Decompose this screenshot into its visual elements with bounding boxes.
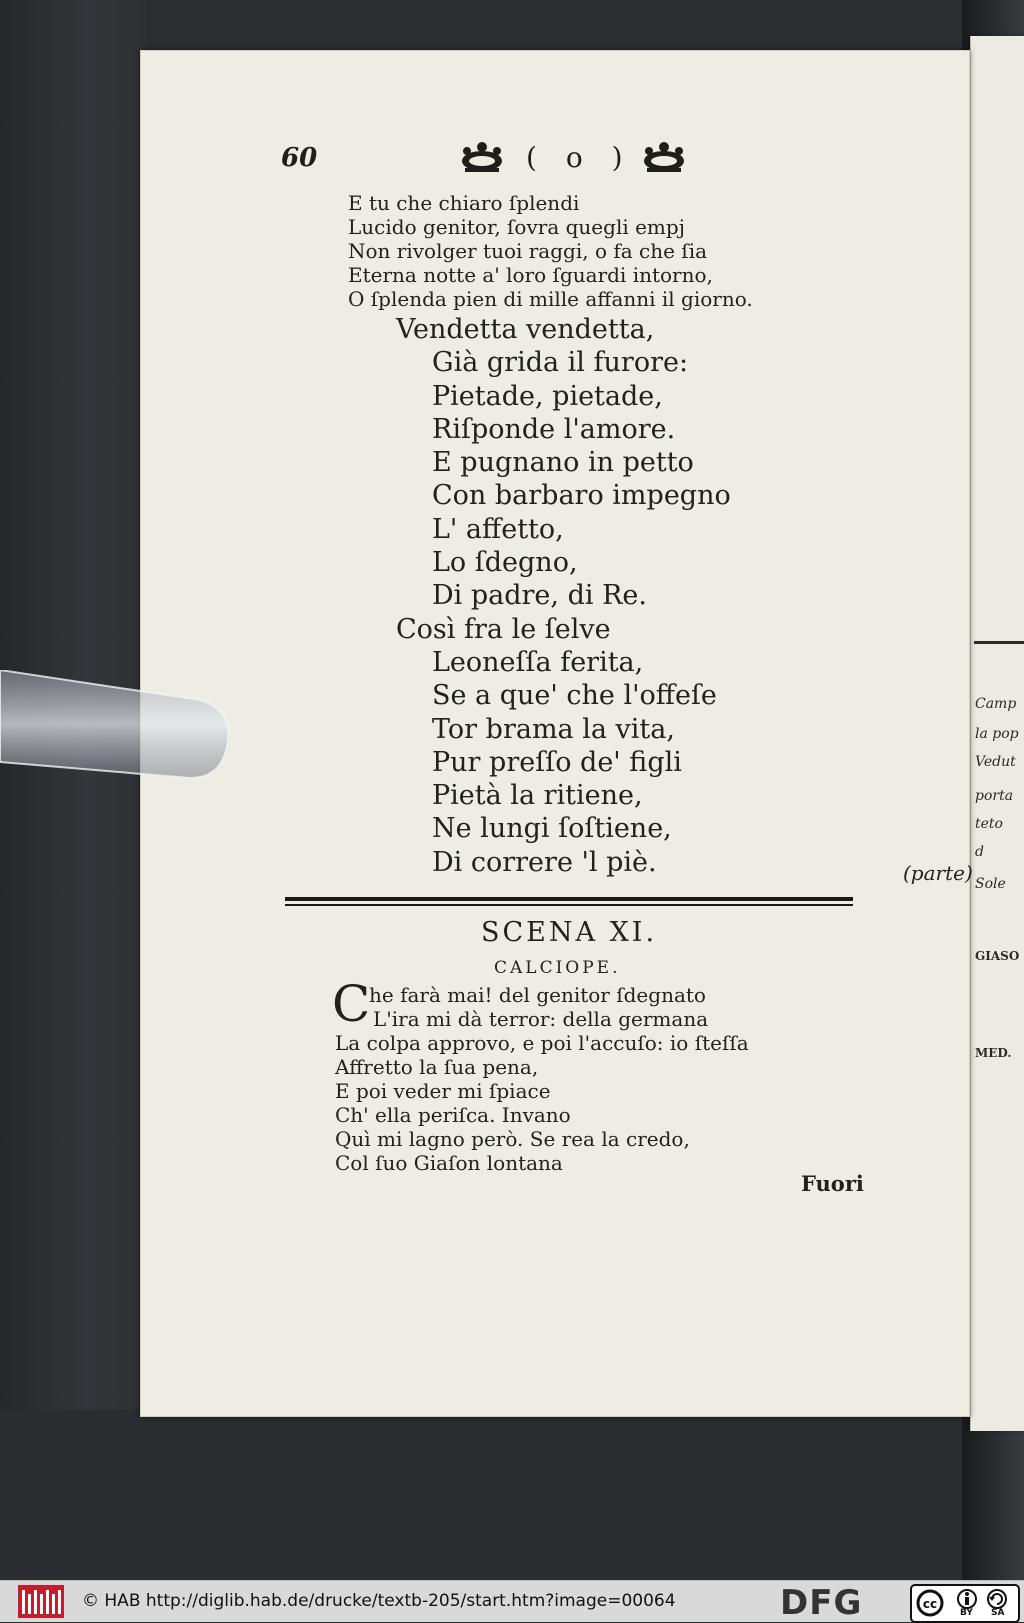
- scanner-background-bottom: [0, 1410, 1024, 1580]
- text-line: Quì mi lagno però. Se rea la credo,: [335, 1127, 690, 1151]
- cc-icon: [915, 1589, 945, 1617]
- sa-label: SA: [991, 1608, 1005, 1618]
- verse-line: Tor brama la vita,: [432, 713, 675, 745]
- verse-line: Ne lungi ſoſtiene,: [432, 813, 672, 845]
- text-line: Col ſuo Giaſon lontana: [335, 1151, 563, 1175]
- sa-icon: [986, 1588, 1008, 1610]
- verse-line: Se a que' che l'offeſe: [432, 680, 717, 712]
- next-page-fragment: teto: [975, 816, 1003, 832]
- book-page: [140, 50, 973, 1417]
- text-line: he farà mai! del genitor ſdegnato: [369, 983, 706, 1007]
- stage-direction: (parte): [903, 861, 973, 885]
- section-divider: [285, 897, 853, 909]
- text-line: Eterna notte a' loro ſguardi intorno,: [348, 263, 713, 287]
- verse-line: Pietade, pietade,: [432, 380, 663, 412]
- verse-line: Vendetta vendetta,: [396, 314, 655, 345]
- next-page-fragment: MED.: [975, 1046, 1012, 1060]
- verse-line: L' affetto,: [432, 513, 564, 545]
- next-page-edge: [970, 36, 1024, 1431]
- divider-rule-thick: [285, 897, 853, 901]
- page-header: [281, 141, 851, 181]
- next-page-fragment: la pop: [975, 726, 1019, 742]
- verse-line: Leoneſſa ferita,: [432, 646, 644, 678]
- dfg-logo: DFG: [780, 1583, 863, 1623]
- verse-line: Pur preſſo de' figli: [432, 746, 682, 778]
- text-line: Non rivolger tuoi raggi, o fa che ſia: [348, 239, 708, 263]
- verse-line: Di correre 'l piè.: [432, 846, 657, 878]
- catchword: Fuori: [801, 1171, 864, 1196]
- text-line: Ch' ella periſca. Invano: [335, 1103, 571, 1127]
- source-url[interactable]: © HAB http://diglib.hab.de/drucke/textb-205/start.htm?image=00064: [82, 1591, 676, 1611]
- verse-line: Già grida il furore:: [432, 347, 689, 379]
- page-number: 60: [281, 143, 318, 173]
- page-holder-pin: [0, 670, 235, 780]
- drop-capital: C: [332, 975, 371, 1033]
- svg-text:cc: cc: [922, 1597, 938, 1611]
- text-line: E poi veder mi ſpiace: [335, 1079, 551, 1103]
- verse-line: Così fra le ſelve: [396, 613, 611, 645]
- verse-line: Riſponde l'amore.: [432, 413, 676, 445]
- next-page-fragment: Sole: [975, 876, 1006, 892]
- verse-line: E pugnano in petto: [432, 447, 694, 479]
- crown-ornament-icon: [641, 141, 687, 175]
- verse-line: Con barbaro impegno: [432, 480, 731, 512]
- scanner-background: [0, 0, 145, 1580]
- verse-line: Pietà la ritiene,: [432, 780, 643, 812]
- text-line: L'ira mi dà terror: della germana: [373, 1007, 709, 1031]
- verse-line: Lo ſdegno,: [432, 547, 578, 579]
- by-icon: [956, 1588, 978, 1610]
- text-line: La colpa approvo, e poi l'accuſo: io ſteſſa: [335, 1031, 749, 1055]
- text-line: Lucido genitor, ſovra quegli empj: [348, 215, 685, 239]
- by-label: BY: [960, 1608, 973, 1618]
- speaker-name: CALCIOPE.: [494, 958, 621, 978]
- next-page-fragment: d: [975, 844, 984, 860]
- scene-text-block: [335, 983, 749, 1175]
- crown-ornament-icon: [459, 141, 505, 175]
- divider-rule-thin: [285, 904, 853, 906]
- header-ornament-text: ( o ): [526, 141, 633, 174]
- next-page-fragment: porta: [975, 788, 1014, 804]
- text-line: E tu che chiaro ſplendi: [348, 191, 580, 215]
- text-line: O ſplenda pien di mille affanni il giorno.: [348, 287, 753, 311]
- next-page-fragment: Camp: [975, 696, 1017, 712]
- text-line: Affretto la ſua pena,: [335, 1055, 539, 1079]
- scene-title: SCENA XI.: [481, 917, 658, 948]
- next-page-rule: [974, 641, 1024, 644]
- aria-verse-block: [396, 313, 731, 879]
- recitative-block: [348, 191, 753, 311]
- next-page-fragment: Vedut: [975, 754, 1016, 770]
- creative-commons-badge[interactable]: [910, 1584, 1020, 1623]
- viewer-footer: [0, 1580, 1024, 1622]
- hab-logo-icon: [18, 1585, 64, 1618]
- verse-line: Di padre, di Re.: [432, 580, 647, 612]
- next-page-fragment: GIASO: [975, 949, 1020, 963]
